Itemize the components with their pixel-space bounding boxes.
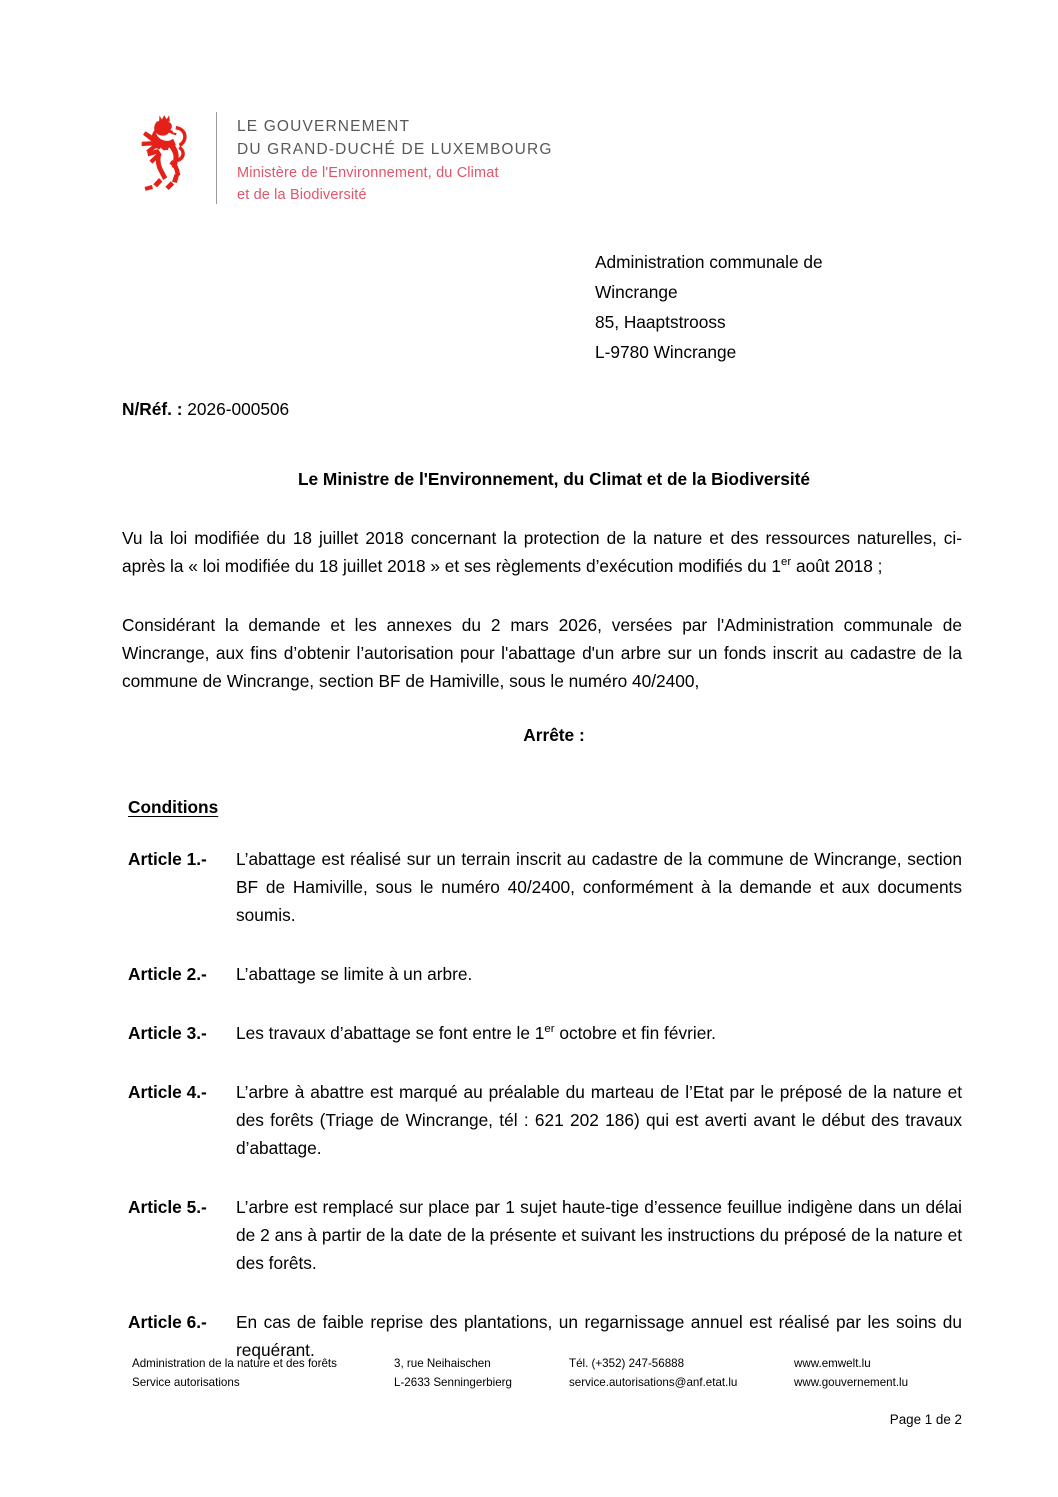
footer-column-contact [569, 1355, 794, 1393]
paragraph-considerant: Considérant la demande et les annexes du 2 mars 2026, versées par l'Administration communale de Wincrange, aux fins d’obtenir l’autorisation pour l'abattage d'un arbre sur un fonds inscrit au cadastre de la commune de Wincrange, section BF de Hamiville, sous le numéro 40/2400, [122, 614, 962, 691]
article-label: Article 2.- [128, 963, 207, 984]
reference-value: 2026-000506 [187, 398, 290, 419]
article-text-superscript: er [544, 1023, 555, 1036]
recipient-line-3: 85, Haaptstrooss [595, 311, 726, 332]
article-item [122, 1193, 962, 1277]
footer-address-line-1: 3, rue Neihaischen [394, 1357, 491, 1370]
page-footer [132, 1355, 962, 1393]
article-item [122, 1019, 962, 1047]
article-label: Article 4.- [128, 1081, 207, 1102]
paragraph-vu-superscript: er [781, 555, 792, 568]
article-label: Article 3.- [128, 1022, 207, 1043]
footer-website-gouvernement[interactable]: www.gouvernement.lu [794, 1375, 909, 1389]
recipient-address [595, 248, 962, 368]
footer-column-websites [794, 1355, 962, 1393]
reference-line [122, 395, 962, 423]
article-text: L’abattage est réalisé sur un terrain inscrit au cadastre de la commune de Wincrange, section BF de Hamiville, sous le numéro 40/2400, conformément à la demande et aux documents soumis. [236, 848, 962, 925]
page-number: Page 1 de 2 [889, 1412, 962, 1427]
ministry-line-1: Ministère de l'Environnement, du Climat [237, 164, 499, 181]
ministry-line-2: et de la Biodiversité [237, 186, 367, 203]
government-line-1: LE GOUVERNEMENT [237, 118, 411, 135]
article-label: Article 5.- [128, 1196, 207, 1217]
article-item [122, 845, 962, 929]
article-item [122, 1078, 962, 1162]
footer-column-address [394, 1355, 569, 1393]
reference-label: N/Réf. : [122, 398, 183, 419]
articles-list [122, 845, 962, 1364]
arrete-heading: Arrête : [523, 724, 585, 745]
paragraph-vu-part2: août 2018 ; [791, 555, 883, 576]
article-label: Article 1.- [128, 848, 207, 869]
letterhead-text [237, 108, 553, 206]
document-body [122, 248, 962, 1381]
conditions-heading: Conditions [128, 796, 219, 817]
article-text: En cas de faible reprise des plantations, un regarnissage annuel est réalisé par les soins du requérant. [236, 1312, 962, 1361]
recipient-line-2: Wincrange [595, 281, 678, 302]
recipient-line-1: Administration communale de [595, 252, 823, 272]
article-text-part1: Les travaux d’abattage se font entre le 1 [236, 1022, 545, 1043]
footer-email[interactable]: service.autorisations@anf.etat.lu [569, 1375, 738, 1389]
footer-department-line-1: Administration de la nature et des forêts [132, 1357, 337, 1370]
paragraph-vu [122, 524, 962, 580]
article-text: L’abattage se limite à un arbre. [236, 963, 473, 984]
footer-column-department [132, 1355, 394, 1393]
article-text: L’arbre à abattre est marqué au préalable du marteau de l’Etat par le préposé de la nature et des forêts (Triage de Wincrange, tél : 621 202 186) qui est averti avant le début des travaux d’abattage. [236, 1081, 962, 1158]
page-title: Le Ministre de l'Environnement, du Climat et de la Biodiversité [297, 468, 811, 489]
article-item [122, 960, 962, 988]
recipient-line-4: L-9780 Wincrange [595, 341, 737, 362]
letterhead-divider [216, 112, 217, 204]
government-line-2: DU GRAND-DUCHÉ DE LUXEMBOURG [237, 140, 553, 158]
letterhead [128, 108, 553, 206]
article-text [236, 1019, 962, 1047]
footer-address-line-2: L-2633 Senningerbierg [394, 1375, 512, 1389]
article-text-part2: octobre et fin février. [554, 1022, 716, 1043]
footer-department-line-2: Service autorisations [132, 1375, 240, 1389]
article-text: L’arbre est remplacé sur place par 1 sujet haute-tige d’essence feuillue indigène dans un délai de 2 ans à partir de la date de la présente et suivant les instructions du préposé de la nature et des forêts. [236, 1196, 962, 1273]
footer-phone: Tél. (+352) 247-56888 [569, 1357, 685, 1370]
luxembourg-lion-rampant-icon [128, 108, 200, 204]
article-label: Article 6.- [128, 1312, 207, 1332]
paragraph-vu-part1: Vu la loi modifiée du 18 juillet 2018 concernant la protection de la nature et des ressources naturelles, ci-après la « loi modifiée du 18 juillet 2018 » et ses règlements d’exécution modifiés du 1 [122, 527, 962, 576]
footer-website-emwelt[interactable]: www.emwelt.lu [794, 1357, 871, 1370]
